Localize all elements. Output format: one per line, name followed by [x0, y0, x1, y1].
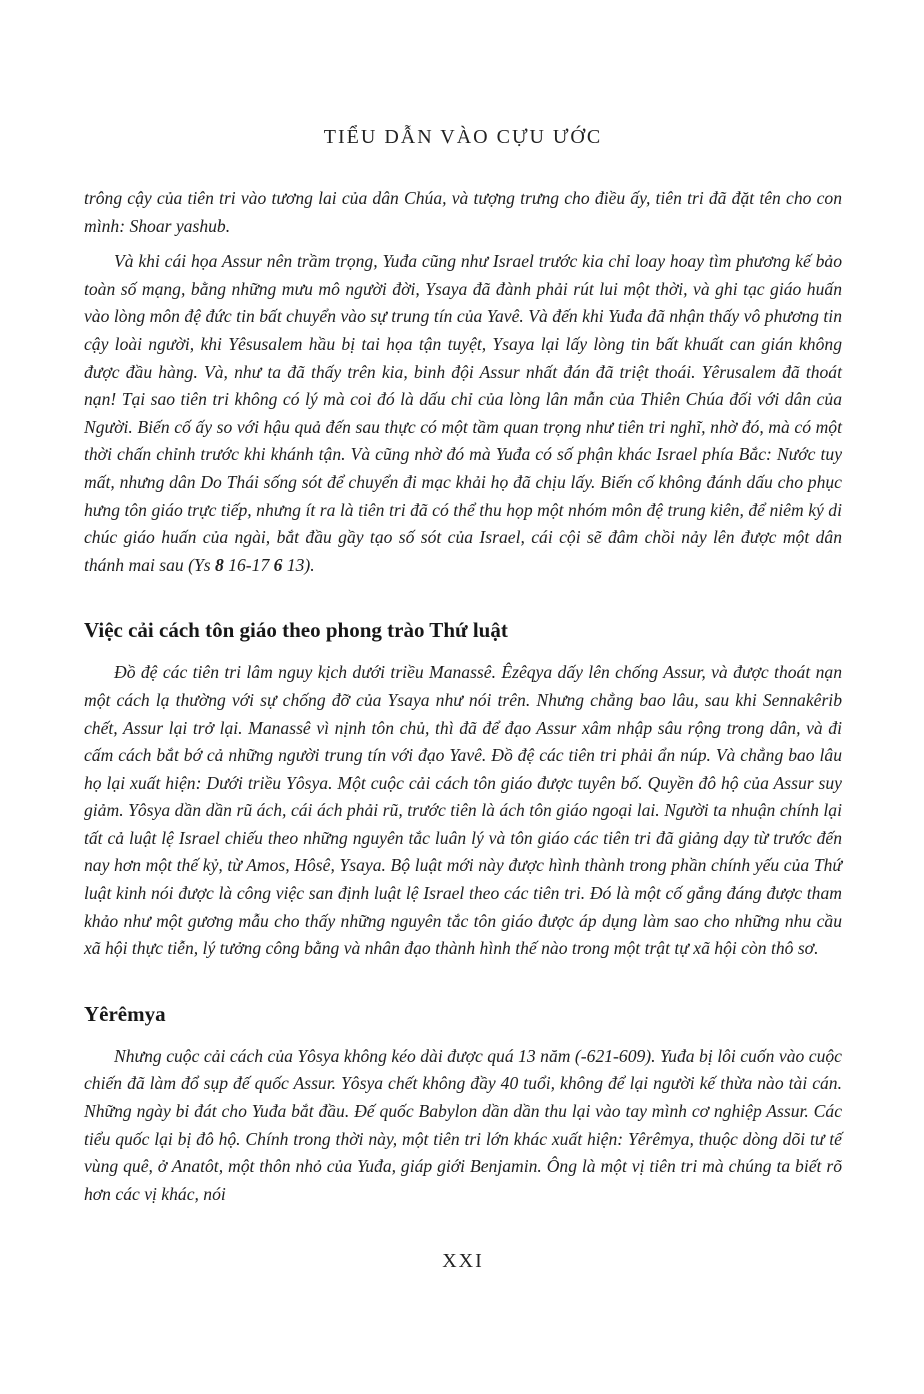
scripture-ref-chapter-6: 6	[273, 554, 283, 575]
running-head: TIỂU DẪN VÀO CỰU ƯỚC	[323, 126, 603, 148]
scripture-ref-verses: 16-17	[223, 554, 274, 575]
paragraph-assur-text: Và khi cái họa Assur nên trầm trọng, Yuđa cũng như Israel trước kia chỉ loay hoay tìm phương kế bảo toàn số mạng, bằng những mưu mô người đời, Ysaya đã đành phải rút lui một thời, và ghi tạc giáo huấn vào lòng môn đệ đức tin bất chuyển vào sự trung tín của Yavê. Và đến khi Yuđa đã nhận thấy vô phương tin cậy loài người, khi Yêsusalem hầu bị tai họa tận tuyệt, Ysaya lại lấy lòng tin bất khuất can gián không được đầu hàng. Và, như ta đã thấy trên kia, binh đội Assur nhất đán đã triệt thoái. Yêrusalem đã thoát nạn! Tại sao tiên tri không có lý mà coi đó là dấu chỉ của lòng lân mẫn của Thiên Chúa đối với dân của Người. Biến cố ấy so với hậu quả đến sau thực có một tầm quan trọng như tiên tri nghĩ, nhờ đó, mà có một thời chấn chỉnh trước khi khánh tận. Và cũng nhờ đó mà Yuđa có số phận khác Israel phía Bắc: Nước tuy mất, nhưng dân Do Thái sống sót để chuyển đi mạc khải họ đã chịu lấy. Biến cố không đánh dấu cho phục hưng tôn giáo trực tiếp, nhưng ít ra là tiên tri đã có thể thu họp một nhóm môn đệ trung kiên, để niêm ký di chúc giáo huấn của ngài, bắt đầu gầy tạo số sót của Israel, cái cội sẽ đâm chồi nảy lên được một dân thánh mai sau (Ys	[84, 251, 842, 575]
section-heading-yeremya: Yêrêmya	[84, 1001, 166, 1026]
paragraph-thu-luat: Đồ đệ các tiên tri lâm nguy kịch dưới triều Manassê. Êzêqya dấy lên chống Assur, và được thoát nạn một cách lạ thường với sự chống đỡ của Ysaya như nói trên. Nhưng chẳng bao lâu, sau khi Sennakêrib chết, Assur lại trở lại. Manassê vì nịnh tôn chủ, thì đã để đạo Assur xâm nhập sâu rộng trong dân, và đi cấm cách bắt bớ cả những người trung tín với đạo Yavê. Đồ đệ các tiên tri phải ẩn núp. Và chẳng bao lâu họ lại xuất hiện: Dưới triều Yôsya. Một cuộc cải cách tôn giáo được tuyên bố. Quyền đô hộ của Assur suy giảm. Yôsya dần dần rũ ách, cái ách phải rũ, trước tiên là ách tôn giáo ngoại lai. Người ta nhuận chính lại tất cả luật lệ Israel chiếu theo những nguyên tắc luân lý và tôn giáo các tiên tri đã giảng dạy từ trước đến nay hơn một thế kỷ, từ Amos, Hôsê, Ysaya. Bộ luật mới này được hình thành trong phần chính yếu của Thứ luật kinh nói được là công việc san định luật lệ Israel theo các tiên tri. Đó là một cố gắng đáng được tham khảo như một gương mẫu cho thấy những nguyên tắc tôn giáo được áp dụng làm sao cho những nhu cầu xã hội thực tiễn, lý tưởng công bằng và nhân đạo thành hình thế nào trong một trật tự xã hội còn thô sơ.	[84, 662, 842, 959]
paragraph-continuation: trông cậy của tiên tri vào tương lai của dân Chúa, và tượng trưng cho điều ấy, tiên tri đã đặt tên cho con mình: Shoar yashub.	[84, 188, 842, 236]
scripture-ref-chapter-8: 8	[215, 554, 224, 575]
paragraph-yeremya: Nhưng cuộc cải cách của Yôsya không kéo dài được quá 13 năm (-621-609). Yuđa bị lôi cuốn vào cuộc chiến đã làm đổ sụp đế quốc Assur. Yôsya chết không đầy 40 tuổi, không để lại người kế thừa nào tài cán. Những ngày bi đát cho Yuđa bắt đầu. Đế quốc Babylon dần dần thu lại vào tay mình cơ nghiệp Assur. Các tiểu quốc lại bị đô hộ. Chính trong thời này, một tiên tri lớn khác xuất hiện: Yêrêmya, thuộc dòng dõi tư tế vùng quê, ở Anatôt, một thôn nhỏ của Yuđa, giáp giới Benjamin. Ông là một vị tiên tri mà chúng ta biết rõ hơn các vị khác, nói	[84, 1045, 842, 1204]
section-heading-thu-luat: Việc cải cách tôn giáo theo phong trào Thứ luật	[84, 618, 508, 643]
page-number: XXI	[442, 1250, 484, 1273]
paragraph-assur	[84, 248, 842, 579]
scripture-ref-tail: 13).	[282, 554, 315, 575]
